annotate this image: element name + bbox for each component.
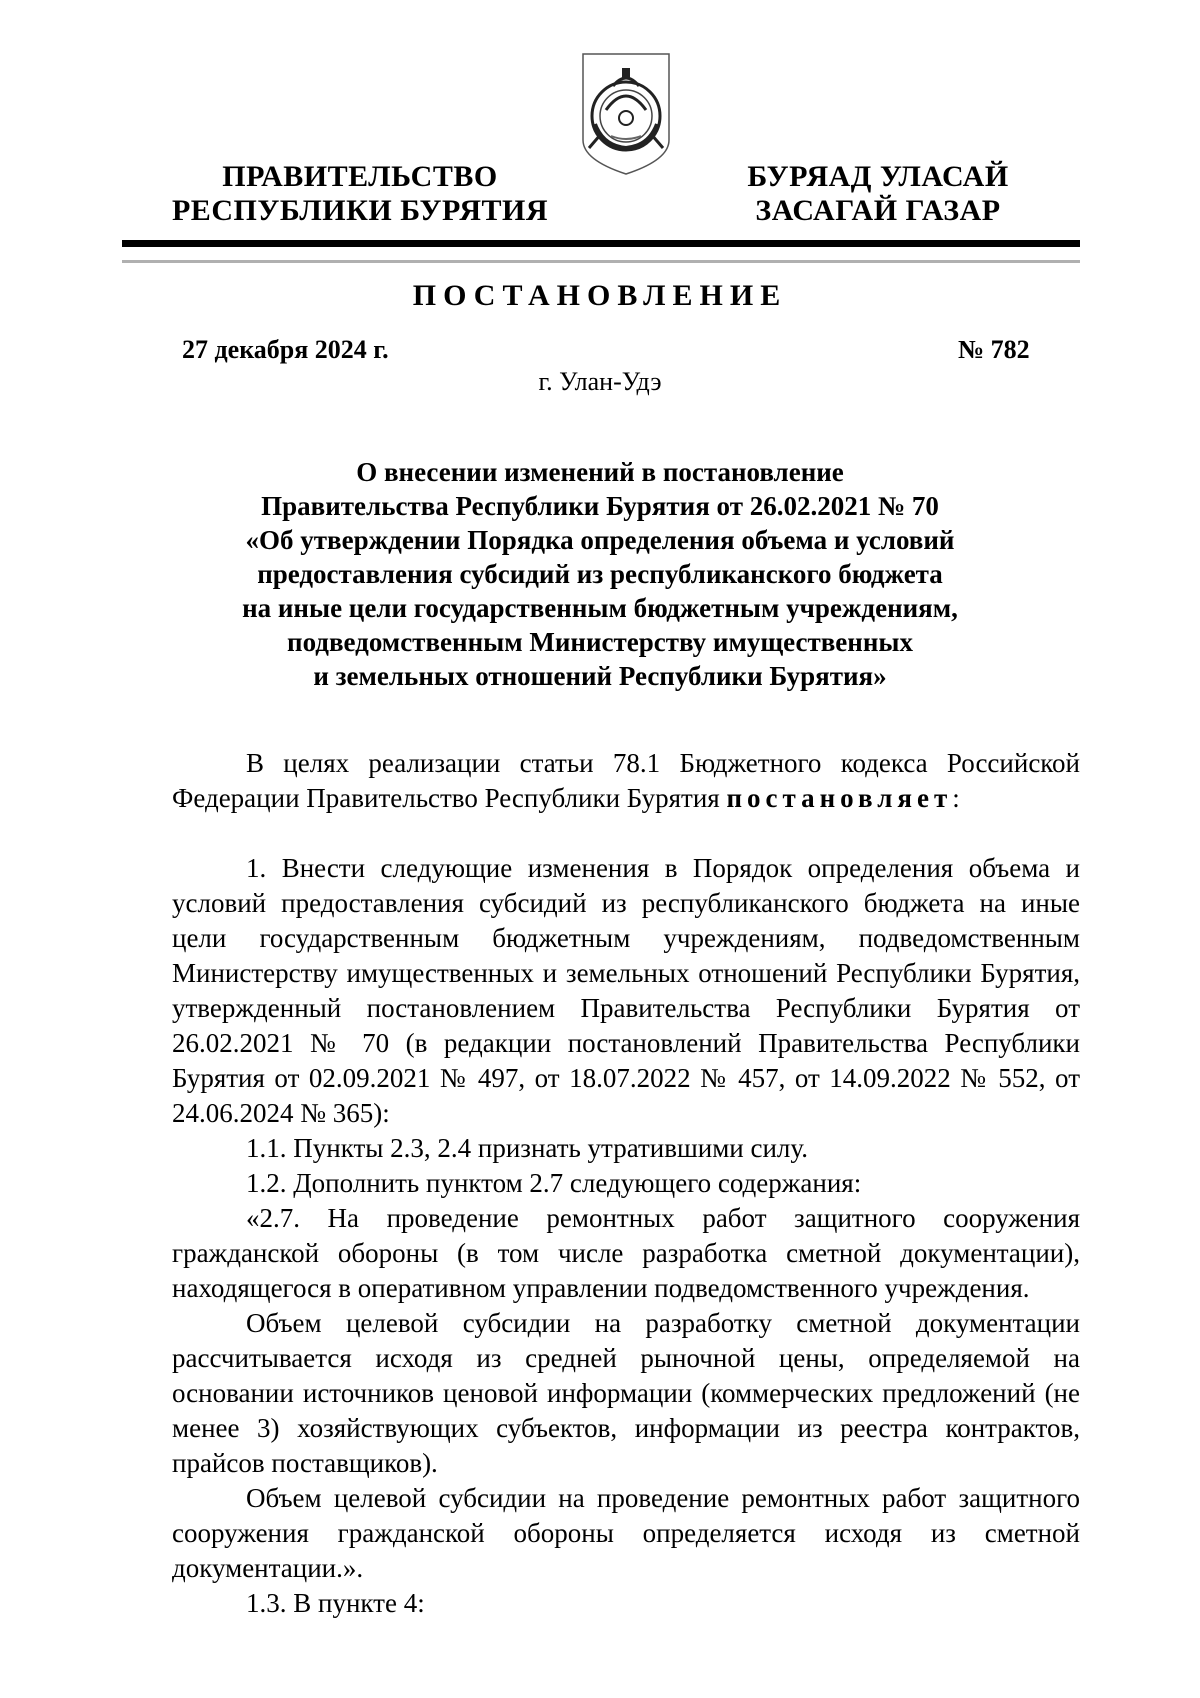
document-title (150, 455, 1050, 693)
government-name-russian (160, 160, 560, 228)
government-name-line2: РЕСПУБЛИКИ БУРЯТИЯ (171, 194, 549, 227)
document-body (172, 746, 1080, 1621)
paragraph-volume-repair: Объем целевой субсидии на проведение ремонтных работ защитного сооружения гражданской обороны определяется исходя из сметной документации.». (172, 1483, 1080, 1583)
government-name-buryat-line1: БУРЯАД УЛАСАЙ (747, 160, 1009, 193)
paragraph-2-7: «2.7. На проведение ремонтных работ защитного сооружения гражданской обороны (в том числе разработка сметной документации), находящегося в оперативном управлении подведомственного учреждения. (172, 1203, 1080, 1303)
document-number: № 782 (958, 335, 1030, 364)
title-line: на иные цели государственным бюджетным учреждениям, (242, 593, 958, 623)
paragraph-1-3: 1.3. В пункте 4: (246, 1588, 425, 1618)
coat-of-arms-emblem (581, 52, 671, 177)
preamble-paragraph (172, 746, 1080, 816)
document-city: г. Улан-Удэ (538, 367, 662, 396)
document-type: ПОСТАНОВЛЕНИЕ (412, 279, 788, 312)
preamble-suffix: : (952, 783, 960, 813)
government-name-buryat-line2: ЗАСАГАЙ ГАЗАР (755, 194, 1001, 227)
government-name-line1: ПРАВИТЕЛЬСТВО (222, 160, 498, 193)
title-line: подведомственным Министерству имущественных (287, 627, 913, 657)
title-line: Правительства Республики Бурятия от 26.02.2021 № 70 (261, 491, 939, 521)
title-line: «Об утверждении Порядка определения объема и условий (245, 525, 955, 555)
paragraph-1-1: 1.1. Пункты 2.3, 2.4 признать утратившими силу. (246, 1133, 808, 1163)
paragraph-1-2: 1.2. Дополнить пунктом 2.7 следующего содержания: (246, 1168, 862, 1198)
preamble-text: В целях реализации статьи 78.1 Бюджетного кодекса Российской Федерации Правительство Республики Бурятия (172, 748, 1080, 813)
title-line: О внесении изменений в постановление (356, 457, 844, 487)
paragraph-volume-estimate: Объем целевой субсидии на разработку сметной документации рассчитывается исходя из средней рыночной цены, определяемой на основании источников ценовой информации (коммерческих предложений (не менее 3) хозяйствующих субъектов, информации из реестра контрактов, прайсов поставщиков). (172, 1308, 1080, 1478)
document-date: 27 декабря 2024 г. (182, 335, 389, 364)
title-line: предоставления субсидий из республиканского бюджета (257, 559, 943, 589)
title-line: и земельных отношений Республики Бурятия» (313, 661, 887, 691)
header-divider-thick (122, 240, 1080, 247)
government-name-buryat (718, 160, 1038, 228)
preamble-emphasis: постановляет (726, 783, 953, 813)
header-divider-thin (122, 260, 1080, 263)
paragraph-1: 1. Внести следующие изменения в Порядок определения объема и условий предоставления субсидий из республиканского бюджета на иные цели государственным бюджетным учреждениям, подведомственным Министерству имущественных и земельных отношений Республики Бурятия, утвержденный постановлением Правительства Республики Бурятия от 26.02.2021 № 70 (в редакции постановлений Правительства Республики Бурятия от 02.09.2021 № 497, от 18.07.2022 № 457, от 14.09.2022 № 552, от 24.06.2024 № 365): (172, 853, 1080, 1128)
